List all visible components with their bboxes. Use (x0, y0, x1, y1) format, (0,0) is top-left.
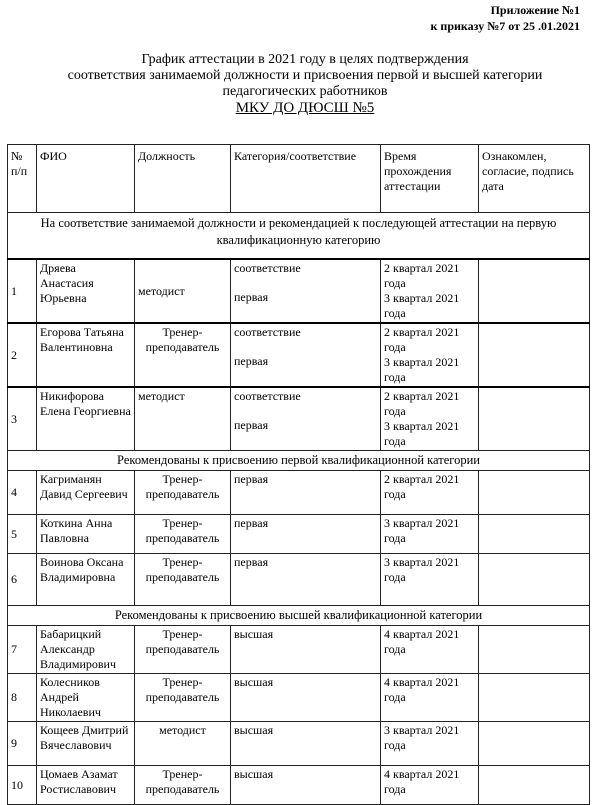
row-num: 9 (8, 722, 37, 766)
table-row (8, 722, 590, 766)
row-period (381, 387, 479, 451)
table-row (8, 387, 590, 451)
title-line-1: График аттестации в 2021 году в целях подтверждения (141, 52, 469, 67)
row-fio: Цомаев Азамат Ростиславович (37, 766, 135, 805)
row-sign (479, 387, 590, 451)
annex-title: Приложение №1 (490, 3, 580, 17)
row-sign (479, 515, 590, 554)
section-title: Рекомендованы к присвоению высшей квалификационной категории (8, 606, 590, 626)
row-num: 8 (8, 674, 37, 722)
row-position: Тренер-преподаватель (135, 471, 231, 515)
table-row (8, 259, 590, 323)
row-fio: Кагриманян Давид Сергеевич (37, 471, 135, 515)
row-category: первая (231, 554, 381, 606)
table-row (8, 323, 590, 387)
row-num: 6 (8, 554, 37, 606)
section-title: Рекомендованы к присвоению первой квалификационной категории (8, 451, 590, 471)
table-row (8, 626, 590, 674)
table-header-row (8, 145, 590, 213)
period-next: 3 квартал 2021 года (384, 355, 460, 384)
period-primary: 2 квартал 2021 года (384, 389, 460, 418)
row-sign (479, 554, 590, 606)
row-num: 7 (8, 626, 37, 674)
row-sign (479, 471, 590, 515)
row-fio: Никифорова Елена Георгиевна (37, 387, 135, 451)
period-next: 3 квартал 2021 года (384, 419, 460, 448)
period-primary: 2 квартал 2021 года (384, 325, 460, 354)
header-sign: Ознакомлен, согласие, подпись дата (479, 145, 590, 213)
category-next: первая (234, 418, 269, 432)
row-position: Тренер-преподаватель (135, 515, 231, 554)
section-title: На соответствие занимаемой должности и рекомендацией к последующей аттестации на первую квалификационную категорию (8, 213, 590, 260)
period-next: 3 квартал 2021 года (384, 291, 460, 320)
header-period: Время прохождения аттестации (381, 145, 479, 213)
row-period: 4 квартал 2021 года (381, 674, 479, 722)
section-header (8, 606, 590, 626)
row-fio: Бабарицкий Александр Владимирович (37, 626, 135, 674)
row-period: 3 квартал 2021 года (381, 515, 479, 554)
header-position: Должность (135, 145, 231, 213)
header-fio: ФИО (37, 145, 135, 213)
row-sign (479, 259, 590, 323)
row-position: методист (135, 722, 231, 766)
row-fio: Колесников Андрей Николаевич (37, 674, 135, 722)
row-period: 4 квартал 2021 года (381, 626, 479, 674)
row-position: Тренер-преподаватель (135, 323, 231, 387)
title-line-3: педагогических работников (222, 84, 388, 99)
row-position: Тренер-преподаватель (135, 554, 231, 606)
row-category: высшая (231, 722, 381, 766)
row-fio: Коткина Анна Павловна (37, 515, 135, 554)
row-num: 4 (8, 471, 37, 515)
category-next: первая (234, 290, 269, 304)
row-num: 2 (8, 323, 37, 387)
table-row (8, 471, 590, 515)
row-fio: Дряева Анастасия Юрьевна (37, 259, 135, 323)
row-category: первая (231, 515, 381, 554)
row-sign (479, 722, 590, 766)
category-primary: соответствие (234, 261, 301, 275)
row-fio: Егорова Татьяна Валентиновна (37, 323, 135, 387)
section-header (8, 451, 590, 471)
header-num: № п/п (8, 145, 37, 213)
row-sign (479, 323, 590, 387)
period-primary: 2 квартал 2021 года (384, 261, 460, 290)
row-period: 3 квартал 2021 года (381, 722, 479, 766)
row-category (231, 259, 381, 323)
annex-order-ref: к приказу №7 от 25 .01.2021 (430, 19, 580, 33)
row-category: высшая (231, 674, 381, 722)
row-period: 3 квартал 2021 года (381, 554, 479, 606)
row-period (381, 323, 479, 387)
row-position: методист (135, 259, 231, 323)
row-num: 3 (8, 387, 37, 451)
row-sign (479, 766, 590, 805)
annex-note (430, 2, 580, 34)
table-row (8, 766, 590, 805)
document-title (0, 52, 610, 116)
row-fio: Кощеев Дмитрий Вячеславович (37, 722, 135, 766)
category-next: первая (234, 354, 269, 368)
table-row (8, 554, 590, 606)
row-category (231, 323, 381, 387)
row-category: высшая (231, 626, 381, 674)
row-position: Тренер-преподаватель (135, 626, 231, 674)
row-fio: Воинова Оксана Владимировна (37, 554, 135, 606)
row-period: 4 квартал 2021 года (381, 766, 479, 805)
organization-name: МКУ ДО ДЮСШ №5 (235, 100, 375, 116)
row-category (231, 387, 381, 451)
category-primary: соответствие (234, 325, 301, 339)
row-category: высшая (231, 766, 381, 805)
section-header (8, 213, 590, 260)
row-num: 10 (8, 766, 37, 805)
category-primary: соответствие (234, 389, 301, 403)
title-line-2: соответствия занимаемой должности и присвоения первой и высшей категории (67, 68, 543, 83)
row-sign (479, 674, 590, 722)
row-period: 2 квартал 2021 года (381, 471, 479, 515)
row-num: 1 (8, 259, 37, 323)
row-num: 5 (8, 515, 37, 554)
header-category: Категория/соответствие (231, 145, 381, 213)
table-row (8, 674, 590, 722)
row-period (381, 259, 479, 323)
attestation-table (7, 144, 590, 805)
table-row (8, 515, 590, 554)
row-category: первая (231, 471, 381, 515)
row-sign (479, 626, 590, 674)
row-position: Тренер-преподаватель (135, 674, 231, 722)
row-position: методист (135, 387, 231, 451)
row-position: Тренер-преподаватель (135, 766, 231, 805)
